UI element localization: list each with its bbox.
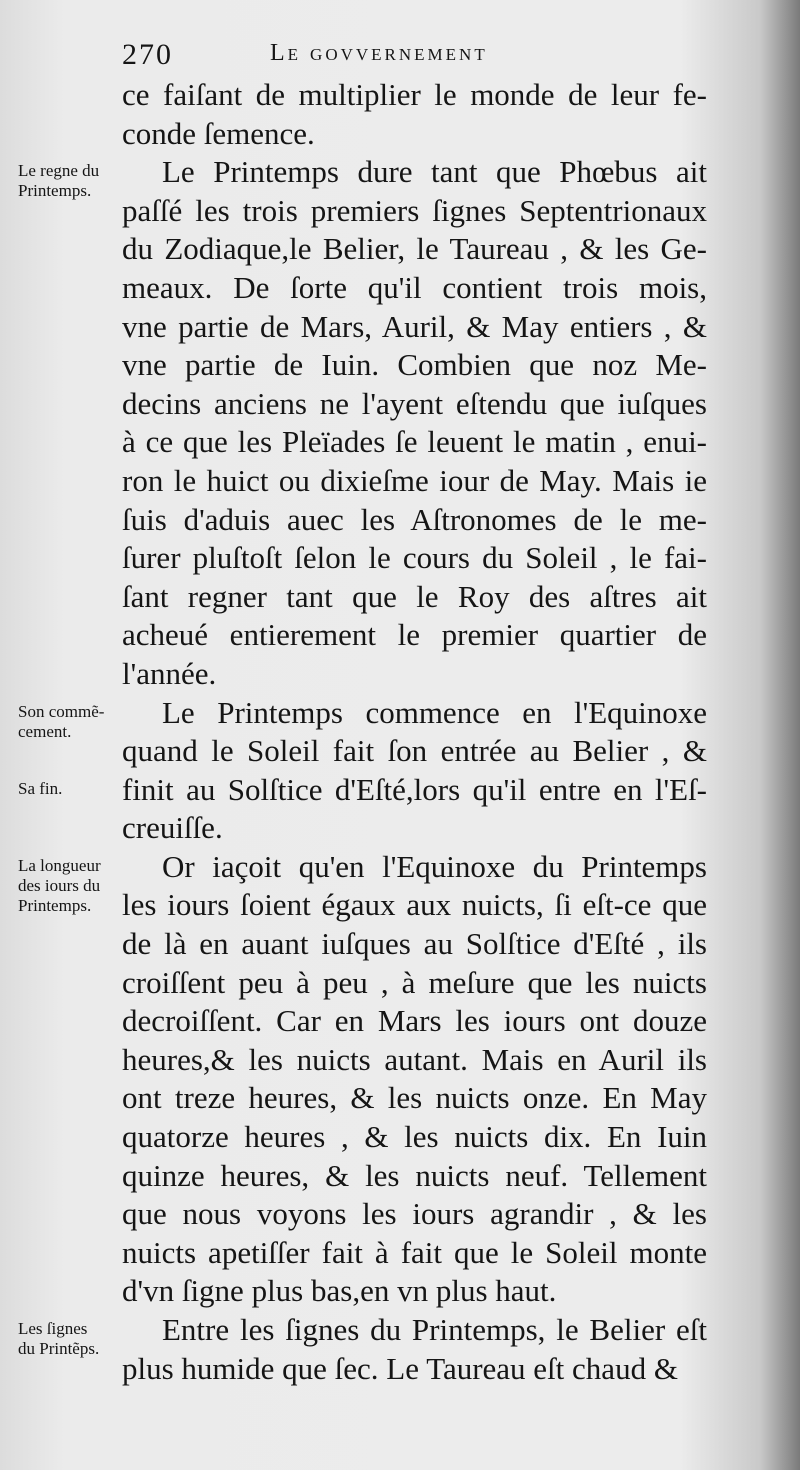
text-line: d'vn ſigne plus bas,en vn plus haut. bbox=[122, 1273, 557, 1309]
text-line: paſſé les trois premiers ſignes Septentrionaux bbox=[122, 192, 707, 228]
marginal-note-line: Son commẽ- bbox=[18, 701, 105, 721]
paragraph bbox=[122, 848, 707, 1311]
marginal-note-line: cement. bbox=[18, 721, 72, 741]
text-line: ron le huict ou dixieſme iour de May. Mais ie bbox=[122, 462, 707, 498]
text-line: finit au Solſtice d'Eſté,lors qu'il entre en l'Eſ- bbox=[122, 771, 707, 807]
text-line: croiſſent peu à peu , à meſure que les nuicts bbox=[122, 964, 707, 1000]
marginal-note-line: Sa fin. bbox=[18, 778, 63, 798]
text-line: vne partie de Iuin. Combien que noz Me- bbox=[122, 347, 707, 383]
text-line: quinze heures, & les nuicts neuf. Tellement bbox=[122, 1157, 707, 1193]
text-line: ſuis d'aduis auec les Aſtronomes de le me- bbox=[122, 501, 707, 537]
text-line: Le Printemps commence en l'Equinoxe bbox=[162, 694, 707, 730]
text-line: du Zodiaque,le Belier, le Taureau , & les Ge- bbox=[122, 231, 707, 267]
text-line: acheué entierement le premier quartier de bbox=[122, 617, 707, 653]
text-line: heures,& les nuicts autant. Mais en Auril ils bbox=[122, 1041, 707, 1077]
marginal-note-line: du Printẽps. bbox=[18, 1339, 100, 1359]
text-line: quatorze heures , & les nuicts dix. En Iuin bbox=[122, 1119, 707, 1155]
marginal-note-line: Printemps. bbox=[18, 181, 92, 201]
marginal-note-line: des iours du bbox=[18, 876, 101, 895]
marginal-note-line: La longueur bbox=[18, 856, 101, 875]
text-line: à ce que les Pleïades ſe leuent le matin , enui- bbox=[122, 424, 707, 460]
paragraph bbox=[122, 153, 707, 693]
paragraph bbox=[122, 76, 707, 153]
text-line: plus humide que ſec. Le Taureau eſt chaud & bbox=[122, 1350, 678, 1386]
running-title: Le govvernement bbox=[270, 40, 488, 66]
marginal-note-line: Les ſignes bbox=[18, 1319, 88, 1339]
marginal-note bbox=[18, 779, 62, 799]
text-line: ſurer pluſtoſt ſelon le cours du Soleil , le fai- bbox=[122, 540, 707, 576]
text-line: de là en auant iuſques au Solſtice d'Eſté , ils bbox=[122, 926, 707, 962]
marginal-note bbox=[18, 856, 101, 916]
marginal-note-line: Le regne du bbox=[18, 161, 100, 181]
text-line: decins anciens ne l'ayent eſtendu que iuſques bbox=[122, 385, 707, 421]
text-line: meaux. De ſorte qu'il contient trois mois, bbox=[122, 269, 707, 305]
text-line: que nous voyons les iours agrandir , & les bbox=[122, 1196, 707, 1232]
paragraph bbox=[122, 694, 707, 848]
text-line: Le Printemps dure tant que Phœbus ait bbox=[162, 154, 707, 190]
marginal-note bbox=[18, 702, 104, 742]
body-text bbox=[122, 76, 707, 1388]
text-line: creuiſſe. bbox=[122, 810, 223, 846]
text-line: ont treze heures, & les nuicts onze. En May bbox=[122, 1080, 707, 1116]
marginal-note-line: Printemps. bbox=[18, 896, 92, 915]
paragraph bbox=[122, 1311, 707, 1388]
text-line: Or iaçoit qu'en l'Equinoxe du Printemps bbox=[162, 848, 707, 884]
page-header bbox=[122, 38, 702, 74]
text-line: conde ſemence. bbox=[122, 115, 315, 151]
marginal-note bbox=[18, 1319, 99, 1359]
text-line: ſant regner tant que le Roy des aſtres ait bbox=[122, 578, 707, 614]
text-line: les iours ſoient égaux aux nuicts, ſi eſt-ce que bbox=[122, 887, 707, 923]
text-line: vne partie de Mars, Auril, & May entiers , & bbox=[122, 308, 707, 344]
text-line: nuicts apetiſſer fait à fait que le Soleil monte bbox=[122, 1234, 707, 1270]
page-number: 270 bbox=[122, 38, 173, 71]
text-line: decroiſſent. Car en Mars les iours ont douze bbox=[122, 1003, 707, 1039]
text-line: Entre les ſignes du Printemps, le Belier eſt bbox=[162, 1312, 707, 1347]
text-line: ce faiſant de multiplier le monde de leur fe- bbox=[122, 77, 707, 112]
text-line: l'année. bbox=[122, 655, 217, 691]
text-line: quand le Soleil fait ſon entrée au Belier , & bbox=[122, 733, 707, 769]
marginal-note bbox=[18, 161, 99, 201]
